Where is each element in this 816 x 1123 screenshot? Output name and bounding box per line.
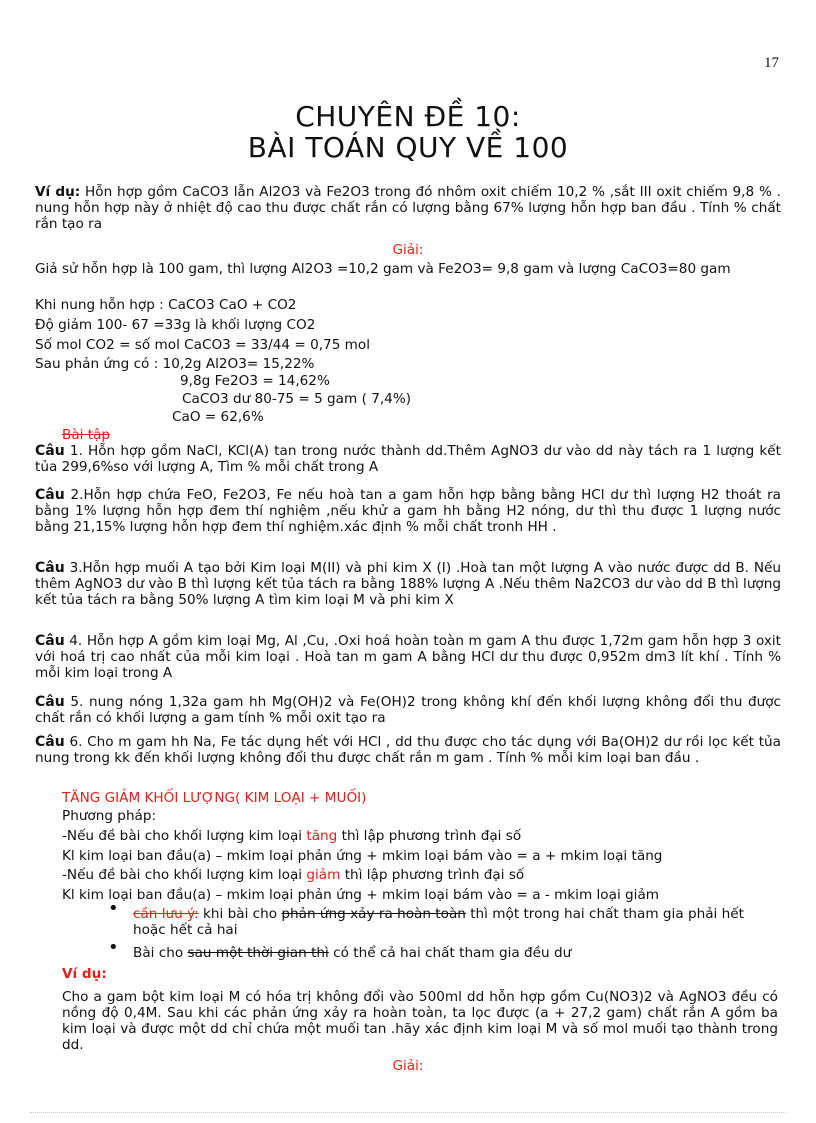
exercise-3 <box>35 560 781 608</box>
note-text: thì một trong hai chất tham gia phải hết hoặc hết cả hai <box>133 906 744 938</box>
method-text: thì lập phương trình đại số <box>340 867 525 883</box>
solution-line-3: Độ giảm 100- 67 =33g là khối lượng CO2 <box>35 317 316 333</box>
note-text: khi bài cho <box>198 906 282 922</box>
exercises-label: Bài tập <box>62 427 111 443</box>
page-number: 17 <box>764 55 779 71</box>
cau-label: Câu <box>35 487 65 503</box>
method-keyword-tang: tăng <box>306 828 338 844</box>
example-2-text: Cho a gam bột kim loại M có hóa trị không đổi vào 500ml dd hỗn hợp gồm Cu(NO3)2 và AgNO3 đều có nồng độ 0,4M. Sau khi các phản ứng xảy ra hoàn toàn, ta lọc được (a + 27,2 gam) chất rắn A gồm ba kim loại và được một dd chỉ chứa một muối tan .hãy xác định kim loại M và số mol muối tạo thành trong dd. <box>62 989 778 1053</box>
method-text: -Nếu đề bài cho khối lượng kim loại <box>62 828 307 844</box>
cau-label: Câu <box>35 560 65 576</box>
title-line-1: CHUYÊN ĐỀ 10: <box>295 100 521 133</box>
cau-label: Câu <box>35 734 65 750</box>
method-decrease-eq: Kl kim loại ban đầu(a) – mkim loại phản ứng + mkim loại bám vào = a - mkim loại giảm <box>62 887 660 903</box>
solution-line-5: Sau phản ứng có : 10,2g Al2O3= 15,22% <box>35 356 315 372</box>
example-2-label: Ví dụ: <box>62 966 107 982</box>
example-label: Ví dụ: <box>35 184 81 200</box>
bullet-icon: • <box>108 898 119 919</box>
solution-line-8: CaO = 62,6% <box>172 409 264 425</box>
cau-label: Câu <box>35 443 65 459</box>
example-text: Hỗn hợp gồm CaCO3 lẫn Al2O3 và Fe2O3 trong đó nhôm oxit chiếm 10,2 % ,sắt III oxit chiếm 9,8 % . nung hỗn hợp này ở nhiệt độ cao thu được chất rắn có lượng bằng 67% lượng hỗn hợp ban đầu . Tính % chất rắn tạo ra <box>35 184 781 232</box>
solution-line-1: Giả sử hỗn hợp là 100 gam, thì lượng Al2O3 =10,2 gam và Fe2O3= 9,8 gam và lượng CaCO3=80 gam <box>35 261 731 277</box>
solution-line-7: CaCO3 dư 80-75 = 5 gam ( 7,4%) <box>182 391 412 407</box>
cau-label: Câu <box>35 694 65 710</box>
method-text: -Nếu đề bài cho khối lượng kim loại <box>62 867 307 883</box>
exercise-text: 1. Hỗn hợp gồm NaCl, KCl(A) tan trong nước thành dd.Thêm AgNO3 dư vào dd này tách ra 1 lượng kết tủa 299,6%so với lượng A, Tìm % mỗi chất trong A <box>35 443 781 475</box>
exercise-text: 2.Hỗn hợp chứa FeO, Fe2O3, Fe nếu hoà tan a gam hỗn hợp bằng bằng HCl dư thì lượng H2 thoát ra bằng 1% lượng hỗn hợp đem thí nghiệm ,nếu khử a gam hh bằng H2 nóng, dư thì thu được 1 lượng nước bằng 21,15% lượng hỗn hợp đem thí nghiệm.xác định % mỗi chất tronh HH . <box>35 487 782 535</box>
solution-line-6: 9,8g Fe2O3 = 14,62% <box>180 373 330 389</box>
example-1 <box>35 184 781 232</box>
note-2-strike: sau một thời gian thì <box>187 945 329 961</box>
solution-line-4: Số mol CO2 = số mol CaCO3 = 33/44 = 0,75 mol <box>35 337 370 353</box>
exercise-2 <box>35 487 781 535</box>
note-2 <box>133 945 781 961</box>
method-decrease <box>62 867 778 883</box>
note-1-strike: phản ứng xảy ra hoàn toàn <box>281 906 466 922</box>
section-heading: TĂNG GIẢM KHỐI LƯỢNG( KIM LOẠI + MUỐI) <box>62 790 367 806</box>
bullet-icon: • <box>108 937 119 958</box>
method-increase <box>62 828 778 844</box>
exercise-4 <box>35 633 781 681</box>
note-1 <box>133 906 781 938</box>
method-label: Phương pháp: <box>62 808 157 824</box>
solution-line-2: Khi nung hỗn hợp : CaCO3 CaO + CO2 <box>35 297 297 313</box>
method-text: thì lập phương trình đại số <box>337 828 522 844</box>
exercise-text: 3.Hỗn hợp muối A tạo bởi Kim loại M(II) và phi kim X (I) .Hoà tan một lượng A vào nước được dd B. Nếu thêm AgNO3 dư vào B thì lượng kết tủa tách ra bằng 188% lượng A .Nếu thêm Na2CO3 dư vào dd B thì lượng kết tủa tách ra bằng 50% lượng A tìm kim loại M và phi kim X <box>35 560 782 608</box>
method-keyword-giam: giảm <box>306 867 341 883</box>
note-text: có thể cả hai chất tham gia đều dư <box>328 945 572 961</box>
cau-label: Câu <box>35 633 65 649</box>
solution-label: Giải: <box>392 242 424 258</box>
solution-2-label: Giải: <box>392 1058 424 1074</box>
exercise-1 <box>35 443 781 475</box>
note-text: Bài cho <box>133 945 188 961</box>
note-1-red: cần lưu ý: <box>133 906 199 922</box>
title-line-2: BÀI TOÁN QUY VỀ 100 <box>247 131 569 164</box>
exercise-5 <box>35 694 781 726</box>
exercise-text: 5. nung nóng 1,32a gam hh Mg(OH)2 và Fe(OH)2 trong không khí đến khối lượng không đổi thu được chất rắn có khối lượng a gam tính % mỗi oxit tạo ra <box>35 694 781 726</box>
method-increase-eq: Kl kim loại ban đầu(a) – mkim loại phản ứng + mkim loại bám vào = a + mkim loại tăng <box>62 848 663 864</box>
exercise-6 <box>35 734 781 766</box>
page-footer-divider <box>30 1112 786 1113</box>
exercise-text: 4. Hỗn hợp A gồm kim loại Mg, Al ,Cu, .Oxi hoá hoàn toàn m gam A thu được 1,72m gam hỗn hợp 3 oxit với hoá trị cao nhất của mỗi kim loại . Hoà tan m gam A bằng HCl dư thu được 0,952m dm3 lít khí . Tính % mỗi kim loại trong A <box>35 633 782 681</box>
exercise-text: 6. Cho m gam hh Na, Fe tác dụng hết với HCl , dd thu được cho tác dụng với Ba(OH)2 dư rồi lọc kết tủa nung trong kk đến khối lượng không đổi thu được chất rắn m gam . Tính % mỗi kim loại ban đầu . <box>35 734 781 766</box>
